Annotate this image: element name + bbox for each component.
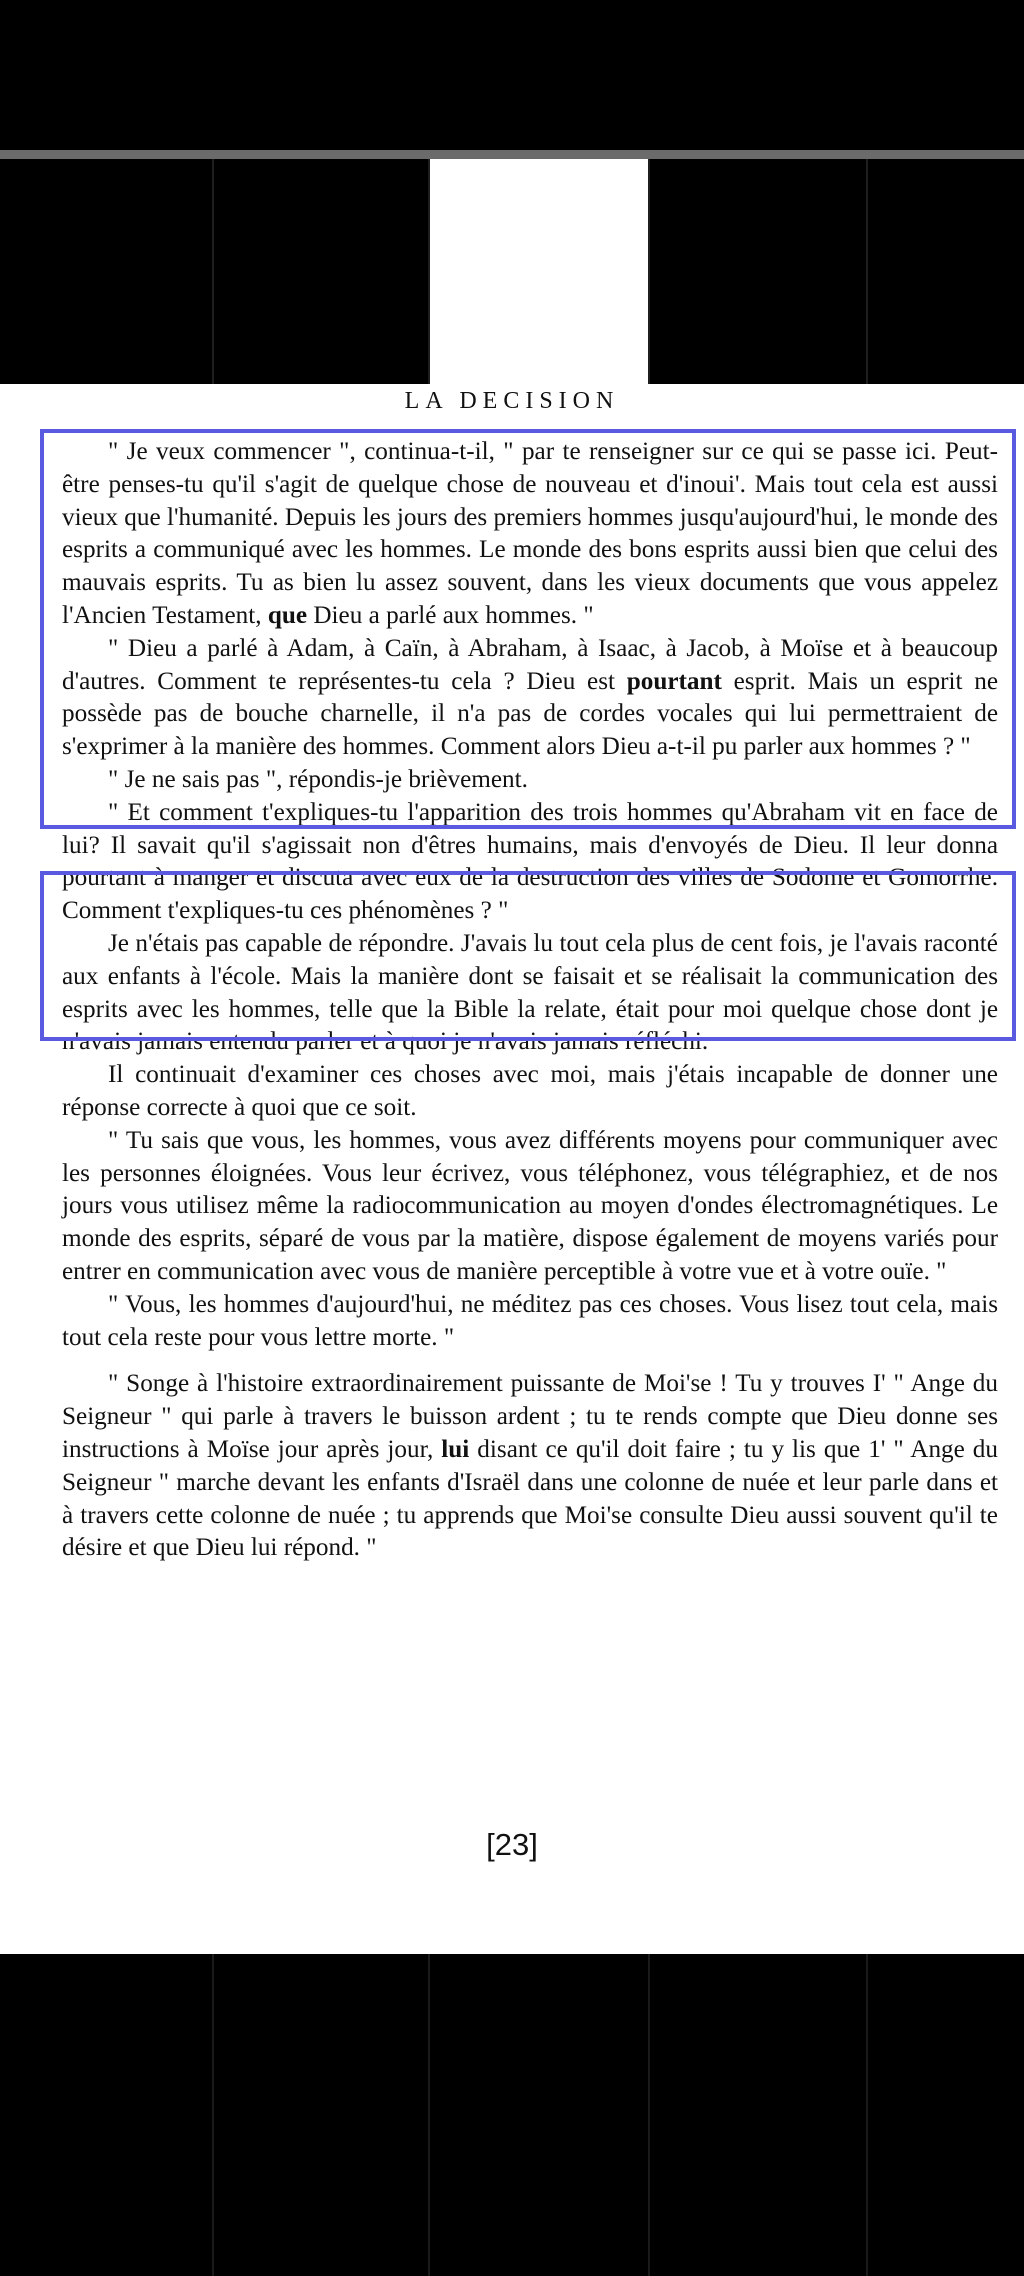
bottom-dark-area: [0, 1954, 1024, 2276]
book-page: [0, 384, 1024, 1954]
bold-word: que: [267, 601, 308, 629]
text-run: " Je ne sais pas ", répondis-je brièvement.: [108, 765, 528, 793]
text-run: " Dieu a parlé à Adam, à Caïn, à Abraham, à Isaac, à Jacob, à Moïse et à beaucoup d'autres. Comment te représentes-tu cela ? Dieu est: [62, 634, 998, 695]
text-run: " Songe à l'histoire extraordinairement puissante de Moi'se ! Tu y trouves I' " Ange du Seigneur " qui parle à travers le buisson ardent ; tu te rends compte que Dieu donne ses instructions à Moïse jour après jour,: [62, 1370, 998, 1463]
paragraph-p4: [62, 797, 998, 928]
paragraph-p2: [62, 633, 998, 764]
text-run: Je n'étais pas capable de répondre. J'avais lu tout cela plus de cent fois, je l'avais raconté aux enfants à l'école. Mais la manière dont se faisait et se réalisait la communication des esprits avec les hommes, telle que la Bible la relate, était pour moi quelque chose dont je n'avais jamais entendu parler et à quoi je n'avais jamais réfléchi.: [62, 929, 998, 1056]
paragraph-p8: [62, 1289, 998, 1355]
paragraph-p6: [62, 1059, 998, 1125]
header-white-notch: [430, 159, 648, 384]
top-gray-band: [0, 150, 1024, 159]
text-run: " Je veux commencer ", continua-t-il, " par te renseigner sur ce qui se passe ici. Peut-être penses-tu qu'il s'agit de quelque chose de nouveau et d'inoui'. Mais tout cela est aussi vieux que l'humanité. Depuis les jours des premiers hommes jusqu'aujourd'hui, le monde des esprits a communiqué avec les hommes. Le monde des bons esprits aussi bien que celui des mauvais esprits. Tu as bien lu assez souvent, dans les vieux documents que vous appelez l'Ancien Testament,: [62, 438, 998, 629]
text-run: " Vous, les hommes d'aujourd'hui, ne méditez pas ces choses. Vous lisez tout cela, mais tout cela reste pour vous lettre morte. ": [62, 1290, 998, 1351]
top-black-area: [0, 0, 1024, 150]
bold-word: lui: [441, 1435, 470, 1463]
page-text: [62, 436, 998, 1565]
paragraph-gap: [62, 1354, 998, 1368]
text-run: Dieu a parlé aux hommes. ": [307, 601, 594, 629]
footer-divider: [212, 1954, 214, 2276]
paragraph-p9: [62, 1368, 998, 1565]
header-divider: [866, 159, 868, 384]
bold-word: pourtant: [626, 667, 722, 695]
header-divider: [648, 159, 650, 384]
paragraph-p1: [62, 436, 998, 633]
page-number: [23]: [486, 1827, 538, 1862]
text-run: Il continuait d'examiner ces choses avec moi, mais j'étais incapable de donner une réponse correcte à quoi que ce soit.: [62, 1061, 998, 1121]
paragraph-p7: [62, 1125, 998, 1289]
footer-divider: [648, 1954, 650, 2276]
text-run: " Tu sais que vous, les hommes, vous avez différents moyens pour communiquer avec les personnes éloignées. Vous leur écrivez, vous téléphonez, vous télégraphiez, et de nos jours vous utilisez même la radiocommunication au moyen d'ondes électromagnétiques. Le monde des esprits, séparé de vous par la matière, dispose également de moyens variés pour entrer en communication avec vous de manière perceptible à votre vue et à votre ouïe. ": [62, 1126, 998, 1285]
paragraph-p5: [62, 928, 998, 1059]
text-run: esprit. Mais un esprit ne possède pas de bouche charnelle, il n'a pas de cordes vocales qui lui permettraient de s'exprimer à la manière des hommes. Comment alors Dieu a-t-il pu parler aux hommes ? ": [62, 667, 998, 761]
running-head: LA DECISION: [404, 388, 620, 414]
paragraph-p3: [62, 764, 998, 797]
text-run: disant ce qu'il doit faire ; tu y lis que 1' " Ange du Seigneur " marche devant les enfants d'Israël dans une colonne de nuée et leur parle dans et à travers cette colonne de nuée ; tu apprends que Moi'se consulte Dieu aussi souvent qu'il te désire et que Dieu lui répond. ": [62, 1435, 998, 1562]
header-divider: [212, 159, 214, 384]
footer-divider: [866, 1954, 868, 2276]
text-run: " Et comment t'expliques-tu l'apparition des trois hommes qu'Abraham vit en face de lui? Il savait qu'il s'agissait non d'êtres humains, mais d'envoyés de Dieu. Il leur donna pourtant à manger et discuta avec eux de la destruction des villes de Sodome et Gomorrhe. Comment t'expliques-tu ces phénomènes ? ": [62, 798, 998, 925]
footer-divider: [428, 1954, 430, 2276]
